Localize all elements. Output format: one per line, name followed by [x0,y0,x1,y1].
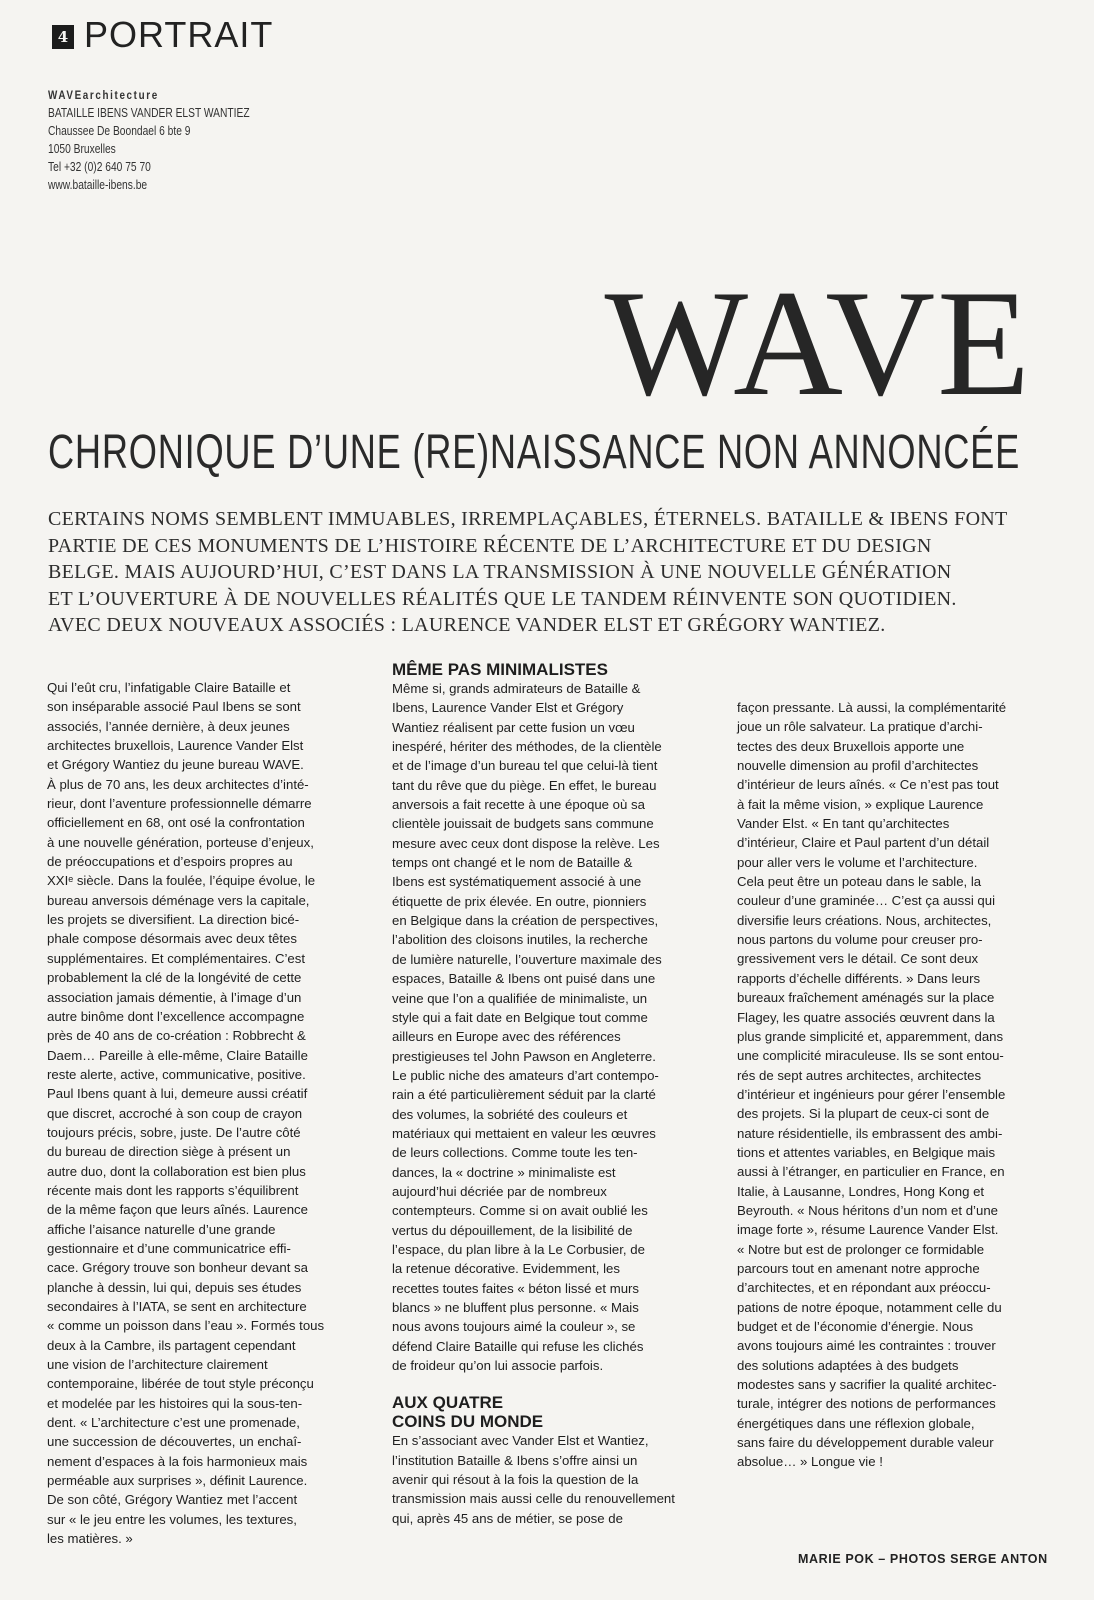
subheading-aux-quatre-coins [392,1393,682,1431]
text-line: turale, intégrer des notions de performances [737,1396,996,1412]
text-line: les projets se diversifient. La direction bicé- [47,912,300,928]
text-line: vertus du dépouillement, de la lisibilité de [392,1222,633,1238]
text-line: blancs » ne bluffent plus personne. « Mais [392,1300,639,1315]
text-line: reste alerte, active, communicative, positive. [47,1066,306,1082]
text-line: façon pressante. Là aussi, la complémentarité [737,700,1007,715]
text-line: anversois a fait recette à une époque où sa [392,797,645,813]
text-line: pations de notre époque, notamment celle du [737,1299,1002,1315]
studio-city: 1050 Bruxelles [48,142,116,156]
intro-line: AVEC DEUX NOUVEAUX ASSOCIÉS : LAURENCE VANDER ELST ET GRÉGORY WANTIEZ. [48,614,886,636]
text-line: mesure avec ceux dont dispose la relève. Les [392,835,660,851]
article-intro [48,506,1058,639]
text-line: d’intérieur, Claire et Paul partent d’un détail [737,835,990,851]
column-2-text [392,679,682,1375]
text-line: dances, la « doctrine » minimaliste est [392,1164,616,1180]
text-line: associés, l’année dernière, à deux jeunes [47,718,290,734]
text-line: De son côté, Grégory Wantiez met l’accent [47,1492,298,1508]
text-line: image forte », résume Laurence Vander Elst. [737,1222,999,1238]
studio-name: WAVEarchitecture [48,88,159,102]
studio-partners: BATAILLE IBENS VANDER ELST WANTIEZ [48,106,250,120]
text-line: défend Claire Bataille qui refuse les clichés [392,1338,644,1354]
text-line: Paul Ibens quant à lui, demeure aussi créatif [47,1086,308,1102]
article-title: WAVE [604,259,1032,427]
text-line: étiquette de prix élevée. En outre, pionniers [392,893,647,909]
text-line: gestionnaire et d’une communicatrice effi- [47,1240,291,1256]
text-line: En s’associant avec Vander Elst et Wantiez, [392,1433,649,1449]
text-line: clientèle jouissait de budgets sans commune [392,816,654,832]
subheading-line: COINS DU MONDE [392,1412,544,1432]
text-line: bureaux fraîchement aménagés sur la place [737,990,995,1006]
text-line: que discret, accroché à son coup de crayon [47,1105,303,1121]
text-line: une succession de découvertes, un enchaî- [47,1434,302,1450]
text-line: « comme un poisson dans l’eau ». Formés tous [47,1318,325,1334]
text-line: près de 40 ans de co-création : Robbrecht & [47,1028,306,1044]
text-line: À plus de 70 ans, les deux architectes d’inté- [47,776,309,792]
text-line: toujours précis, sobre, juste. De l’autre côté [47,1124,301,1140]
text-line: XXIᵉ siècle. Dans la foulée, l’équipe évolue, le [47,873,316,889]
text-line: autre binôme dont l’excellence accompagne [47,1008,305,1024]
text-line: rés de sept autres architectes, architectes [737,1067,982,1083]
text-line: et Grégory Wantiez du jeune bureau WAVE. [47,757,304,773]
text-line: absolue… » Longue vie ! [737,1454,883,1470]
studio-street: Chaussee De Boondael 6 bte 9 [48,124,191,138]
studio-info [48,86,250,194]
text-line: l’abolition des cloisons inutiles, la recherche [392,932,648,948]
text-line: de la même façon que leurs aînés. Laurence [47,1202,308,1218]
text-line: de préoccupations et d’espoirs propres au [47,854,293,870]
intro-line: ET L’OUVERTURE À DE NOUVELLES RÉALITÉS QUE LE TANDEM RÉINVENTE SON QUOTIDIEN. [48,587,957,610]
text-line: cace. Grégory trouve son bonheur devant sa [47,1260,308,1276]
text-line: inespéré, hériter des méthodes, de la clientèle [392,739,662,755]
text-line: phale compose désormais avec deux têtes [47,931,297,947]
text-line: temps ont changé et le nom de Bataille & [392,855,633,871]
text-line: aussi à l’étranger, en particulier en France, en [737,1164,1005,1180]
article-subtitle: CHRONIQUE D’UNE (RE)NAISSANCE NON ANNONCÉE [48,426,1021,479]
text-line: supplémentaires. Et complémentaires. C’est [47,950,305,966]
text-line: avons toujours aimé les contraintes : trouver [737,1338,996,1354]
text-line: Cela peut être un poteau dans le sable, la [737,874,982,890]
text-line: une complicité miraculeuse. Ils se sont entou- [737,1048,1004,1064]
text-line: Daem… Pareille à elle-même, Claire Bataille [47,1047,308,1063]
studio-website: www.bataille-ibens.be [48,178,148,192]
text-line: qui, après 45 ans de métier, se pose de [392,1510,623,1526]
text-line: rapports d’échelle différents. » Dans leurs [737,970,981,986]
text-line: Flagey, les quatre associés œuvrent dans la [737,1009,995,1025]
section-title: PORTRAIT [84,14,274,55]
text-line: espaces, Bataille & Ibens ont puisé dans une [392,971,656,987]
text-line: autre duo, dont la collaboration est bien plus [47,1163,306,1179]
text-line: des projets. Si la plupart de ceux-ci sont de [737,1106,990,1122]
subheading-line: AUX QUATRE [392,1393,504,1413]
text-line: l’institution Bataille & Ibens s’offre ainsi un [392,1452,638,1468]
text-line: planche à dessin, lui qui, depuis ses études [47,1279,302,1295]
text-line: de lumière naturelle, l’ouverture maximale des [392,951,662,967]
text-line: d’architectes, et en répondant aux préoccu- [737,1280,991,1296]
text-line: parcours tout en amenant notre approche [737,1260,980,1276]
text-line: nouvelle dimension au profil d’architectes [737,758,979,774]
text-line: la retenue décorative. Evidemment, les [392,1261,620,1277]
text-line: plus grande simplicité et, apparemment, dans [737,1028,1004,1044]
text-line: à une nouvelle génération, porteuse d’enjeux, [47,834,314,850]
studio-phone: Tel +32 (0)2 640 75 70 [48,160,151,174]
text-line: du bureau de direction siège à présent un [47,1144,291,1160]
text-line: joue un rôle salvateur. La pratique d’archi- [737,719,983,735]
text-line: bureau anversois déménage vers la capitale, [47,892,310,908]
text-line: veine que l’on a qualifiée de minimaliste, un [392,990,648,1006]
intro-line: BELGE. MAIS AUJOURD’HUI, C’EST DANS LA TRANSMISSION À UNE NOUVELLE GÉNÉRATION [48,561,952,583]
text-line: récente mais dont les rapports s’équilibrent [47,1182,299,1198]
text-line: sans faire du développement durable valeur [737,1435,994,1451]
text-line: Wantiez réalisent par cette fusion un vœu [392,719,635,735]
text-line: Le public niche des amateurs d’art contempo- [392,1067,659,1083]
page-number: 4 [52,25,74,49]
text-line: sur « le jeu entre les volumes, les textures, [47,1511,297,1527]
text-line: aujourd’hui décriée par de nombreux [392,1183,607,1199]
text-line: affiche l’aisance naturelle d’une grande [47,1221,276,1237]
text-line: d’intérieur de leurs aînés. « Ce n’est pas tout [737,777,999,793]
text-line: rain a été particulièrement séduit par la clarté [392,1087,656,1103]
text-line: les matières. » [47,1531,133,1547]
text-line: et modelée par les histoires qui la sous-ten- [47,1395,303,1411]
text-line: dent. « L’architecture c’est une promenade, [47,1415,300,1431]
text-line: Italie, à Lausanne, Londres, Hong Kong et [737,1183,985,1199]
text-line: à fait la même vision, » explique Laurence [737,796,984,812]
text-line: nement d’espaces à la fois harmonieux mais [47,1453,308,1469]
text-line: de froideur qu’on lui associe parfois. [392,1358,604,1374]
column-2b-text [392,1431,682,1528]
intro-line: CERTAINS NOMS SEMBLENT IMMUABLES, IRREMPLAÇABLES, ÉTERNELS. BATAILLE & IBENS FONT [48,508,1008,530]
text-line: avenir qui résout à la fois la question de la [392,1472,639,1488]
column-3 [737,698,1027,1472]
text-line: ailleurs en Europe avec des références [392,1029,621,1045]
text-line: prestigieuses tel John Pawson en Angleterre. [392,1048,656,1064]
text-line: modestes sans y sacrifier la qualité architec- [737,1377,997,1393]
text-line: pour aller vers le volume et l’architecture. [737,854,978,870]
text-line: l’espace, du plan libre à la Le Corbusier, de [392,1241,645,1257]
text-line: couleur d’une graminée… C’est ça aussi qui [737,893,996,909]
text-line: nature résidentielle, ils embrassent des ambi- [737,1125,1003,1141]
text-line: secondaires à l’IATA, se sent en architecture [47,1299,307,1314]
text-line: style qui a fait date en Belgique tout comme [392,1009,648,1025]
text-line: architectes bruxellois, Laurence Vander Elst [47,738,304,754]
text-line: transmission mais aussi celle du renouvellement [392,1491,675,1507]
text-line: Beyrouth. « Nous héritons d’un nom et d’une [737,1202,998,1218]
text-line: tant du rêve que du piège. En effet, le bureau [392,777,657,793]
text-line: nous avons toujours aimé la couleur », se [392,1319,636,1335]
text-line: rieur, dont l’aventure professionnelle démarre [47,796,312,812]
text-line: de leurs collections. Comme toute les ten- [392,1145,638,1161]
text-line: Vander Elst. « En tant qu’architectes [737,816,950,832]
text-line: Ibens est systématiquement associé à une [392,874,642,890]
text-line: Qui l’eût cru, l’infatigable Claire Bataille et [47,680,291,695]
text-line: Ibens, Laurence Vander Elst et Grégory [392,700,624,716]
text-line: diversifie leurs créations. Nous, architectes, [737,912,992,928]
text-line: Même si, grands admirateurs de Bataille & [392,681,641,696]
column-2 [392,660,682,1528]
text-line: énergétiques dans une réflexion globale, [737,1415,975,1431]
text-line: « Notre but est de prolonger ce formidable [737,1241,985,1257]
text-line: contempteurs. Comme si on avait oublié les [392,1203,648,1219]
text-line: budget et de l’économie d’énergie. Nous [737,1319,974,1334]
article-credits: MARIE POK – PHOTOS SERGE ANTON [798,1552,1048,1566]
text-line: en Belgique dans la création de perspectives, [392,913,659,929]
subheading-meme-pas-minimalistes: MÊME PAS MINIMALISTES [392,660,608,679]
text-line: nous partons du volume pour creuser pro- [737,932,983,948]
intro-line: PARTIE DE CES MONUMENTS DE L’HISTOIRE RÉCENTE DE L’ARCHITECTURE ET DU DESIGN [48,534,932,557]
text-line: probablement la clé de la longévité de cette [47,970,302,986]
text-line: une vision de l’architecture clairement [47,1357,268,1373]
text-line: des volumes, la sobriété des couleurs et [392,1106,628,1122]
text-line: deux à la Cambre, ils partagent cependant [47,1337,296,1353]
text-line: des solutions adaptées à des budgets [737,1357,959,1373]
text-line: contemporaine, libérée de tout style préconçu [47,1376,314,1392]
text-line: perméable aux surprises », définit Laurence. [47,1473,308,1489]
text-line: d’intérieur et ingénieurs pour gérer l’ensemble [737,1086,1006,1102]
column-1 [47,678,337,1548]
text-line: officiellement en 68, ont osé la confrontation [47,815,305,831]
text-line: tectes des deux Bruxellois apporte une [737,738,965,754]
text-line: matériaux qui mettaient en valeur les œuvres [392,1125,656,1141]
text-line: son inséparable associé Paul Ibens se sont [47,699,301,715]
text-line: association jamais démentie, à l’image d’un [47,989,302,1005]
text-line: recettes toutes faites « béton lissé et murs [392,1280,640,1296]
text-line: et de l’image d’un bureau tel que celui-là tient [392,758,658,774]
text-line: tions et attentes variables, en Belgique mais [737,1144,996,1160]
text-line: gressivement vers le détail. Ce sont deux [737,951,979,967]
